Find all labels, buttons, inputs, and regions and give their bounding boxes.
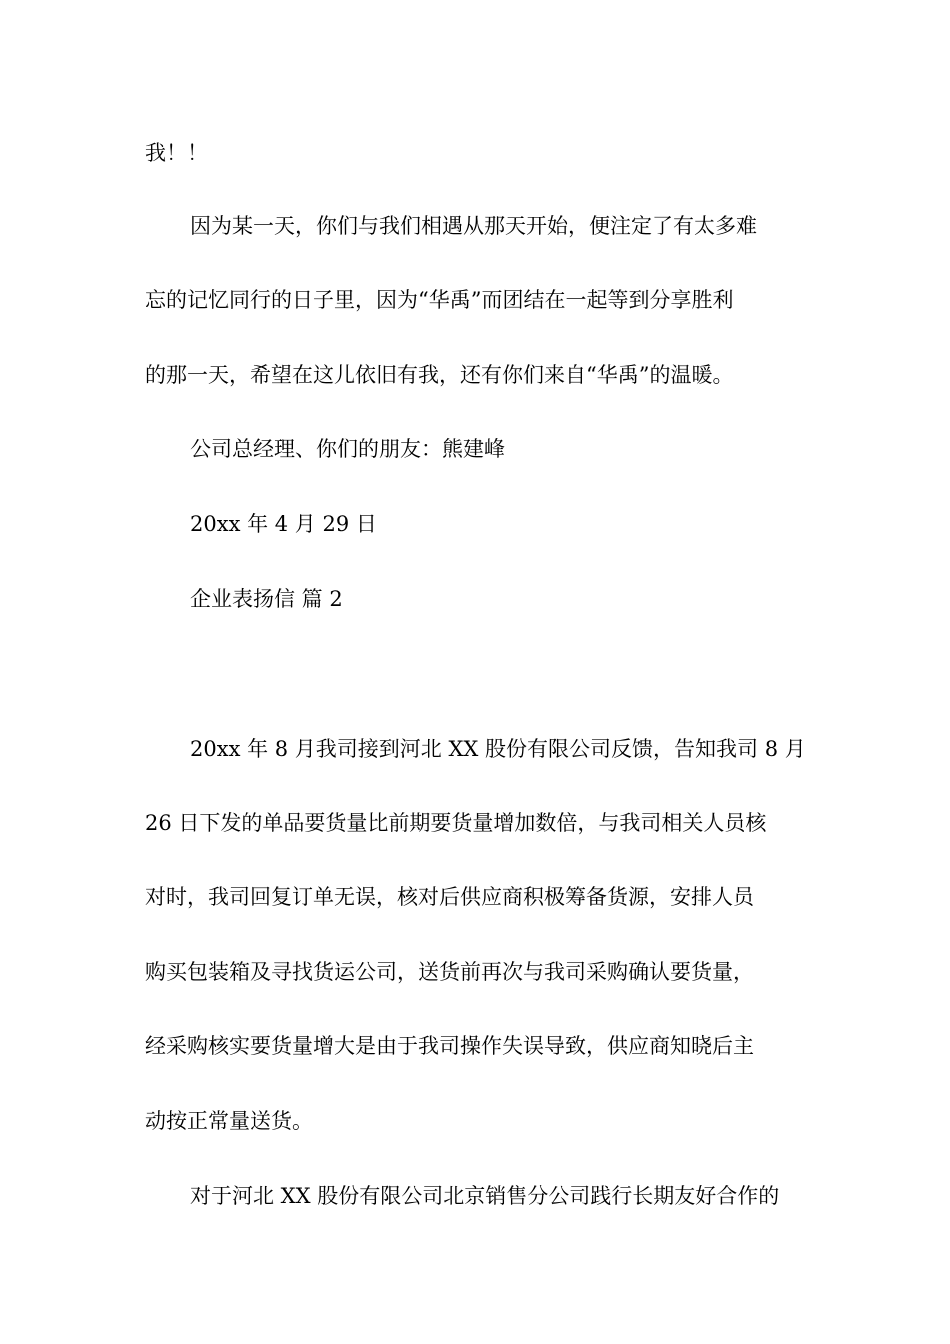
paragraph-line: 动按正常量送货。 <box>145 1109 313 1133</box>
paragraph-line: 购买包装箱及寻找货运公司，送货前再次与我司采购确认要货量， <box>145 960 754 984</box>
signature-line: 公司总经理、你们的朋友：熊建峰 <box>190 437 505 461</box>
paragraph-line: 我！！ <box>145 141 208 165</box>
paragraph-line: 20xx 年 8 月我司接到河北 XX 股份有限公司反馈，告知我司 8 月 <box>190 737 806 761</box>
paragraph-line: 因为某一天，你们与我们相遇从那天开始，便注定了有太多难 <box>190 214 757 238</box>
section-heading: 企业表扬信 篇 2 <box>190 587 343 611</box>
paragraph-line: 的那一天，希望在这儿依旧有我，还有你们来自“华禹”的温暖。 <box>145 363 734 387</box>
paragraph-line: 对时，我司回复订单无误，核对后供应商积极筹备货源，安排人员 <box>145 885 754 909</box>
paragraph-line: 忘的记忆同行的日子里，因为“华禹”而团结在一起等到分享胜利 <box>145 288 734 312</box>
date-line: 20xx 年 4 月 29 日 <box>190 512 377 536</box>
paragraph-line: 对于河北 XX 股份有限公司北京销售分公司践行长期友好合作的 <box>190 1184 780 1208</box>
paragraph-line: 26 日下发的单品要货量比前期要货量增加数倍，与我司相关人员核 <box>145 811 767 835</box>
paragraph-line: 经采购核实要货量增大是由于我司操作失误导致，供应商知晓后主 <box>145 1034 754 1058</box>
